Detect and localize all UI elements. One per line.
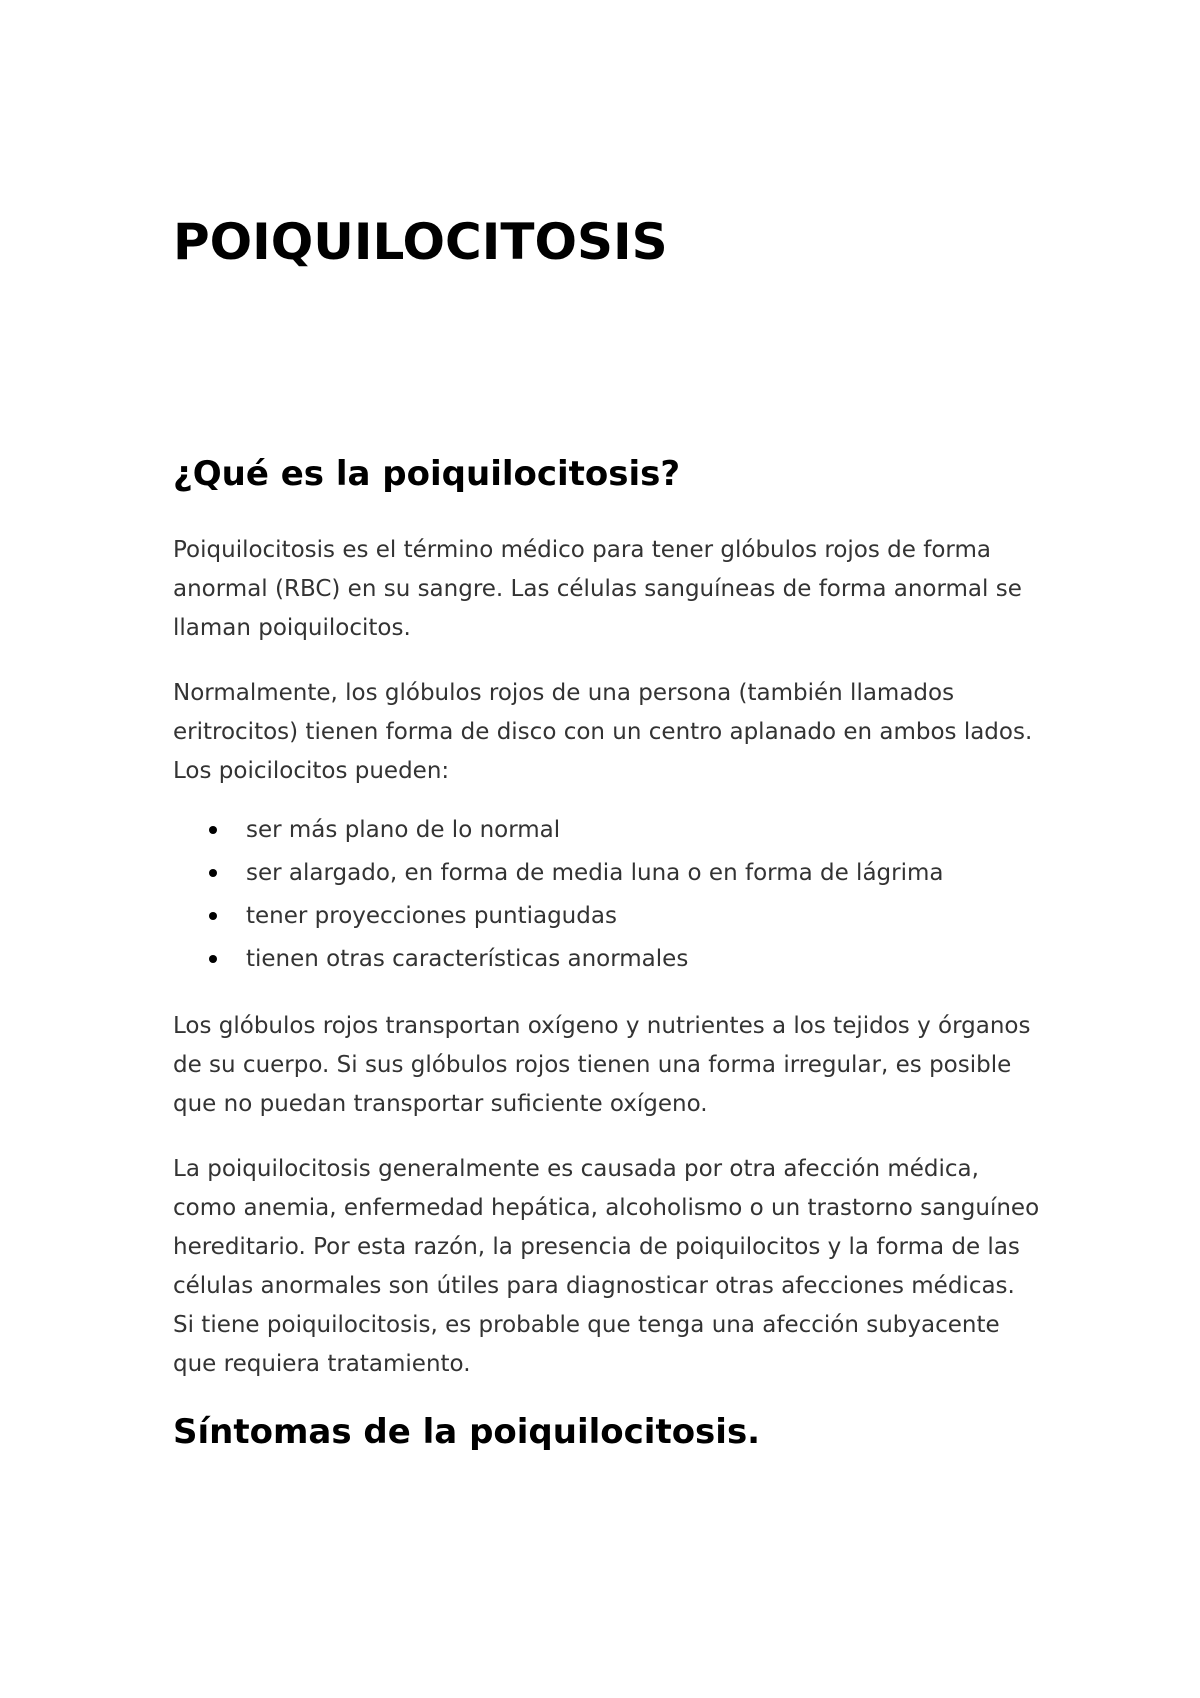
- poikilocyte-traits-list: [173, 809, 1043, 981]
- paragraph-causes: La poiquilocitosis generalmente es causada por otra afección médica, como anemia, enfermedad hepática, alcoholismo o un trastorno sanguíneo hereditario. Por esta razón, la presencia de poiquilocitos y la forma de las células anormales son útiles para diagnosticar otras afecciones médicas. Si tiene poiquilocitosis, es probable que tenga una afección subyacente que requiera tratamiento.: [173, 1156, 1040, 1377]
- list-item: [173, 895, 1043, 938]
- list-item: [173, 938, 1043, 981]
- list-item-text: ser alargado, en forma de media luna o en forma de lágrima: [246, 860, 944, 886]
- bullet-icon: [209, 869, 217, 877]
- list-item: [173, 852, 1043, 895]
- list-item: [173, 809, 1043, 852]
- bullet-icon: [209, 826, 217, 834]
- document-body: [173, 531, 1043, 1454]
- bullet-icon: [209, 912, 217, 920]
- list-item-text: tener proyecciones puntiagudas: [246, 903, 617, 929]
- paragraph-normal-cells: Normalmente, los glóbulos rojos de una persona (también llamados eritrocitos) tienen forma de disco con un centro aplanado en ambos lados. Los poicilocitos pueden:: [173, 680, 1033, 784]
- paragraph-definition: Poiquilocitosis es el término médico para tener glóbulos rojos de forma anormal (RBC) en su sangre. Las células sanguíneas de forma anormal se llaman poiquilocitos.: [173, 537, 1022, 641]
- list-item-text: tienen otras características anormales: [246, 946, 689, 972]
- document-title: POIQUILOCITOSIS: [173, 213, 668, 271]
- section-heading-symptoms: Síntomas de la poiquilocitosis.: [173, 1412, 761, 1452]
- paragraph-oxygen-transport: Los glóbulos rojos transportan oxígeno y nutrientes a los tejidos y órganos de su cuerpo. Si sus glóbulos rojos tienen una forma irregular, es posible que no puedan transportar suficiente oxígeno.: [173, 1013, 1031, 1117]
- bullet-icon: [209, 955, 217, 963]
- list-item-text: ser más plano de lo normal: [246, 817, 561, 843]
- section-heading-what-is: ¿Qué es la poiquilocitosis?: [173, 454, 681, 494]
